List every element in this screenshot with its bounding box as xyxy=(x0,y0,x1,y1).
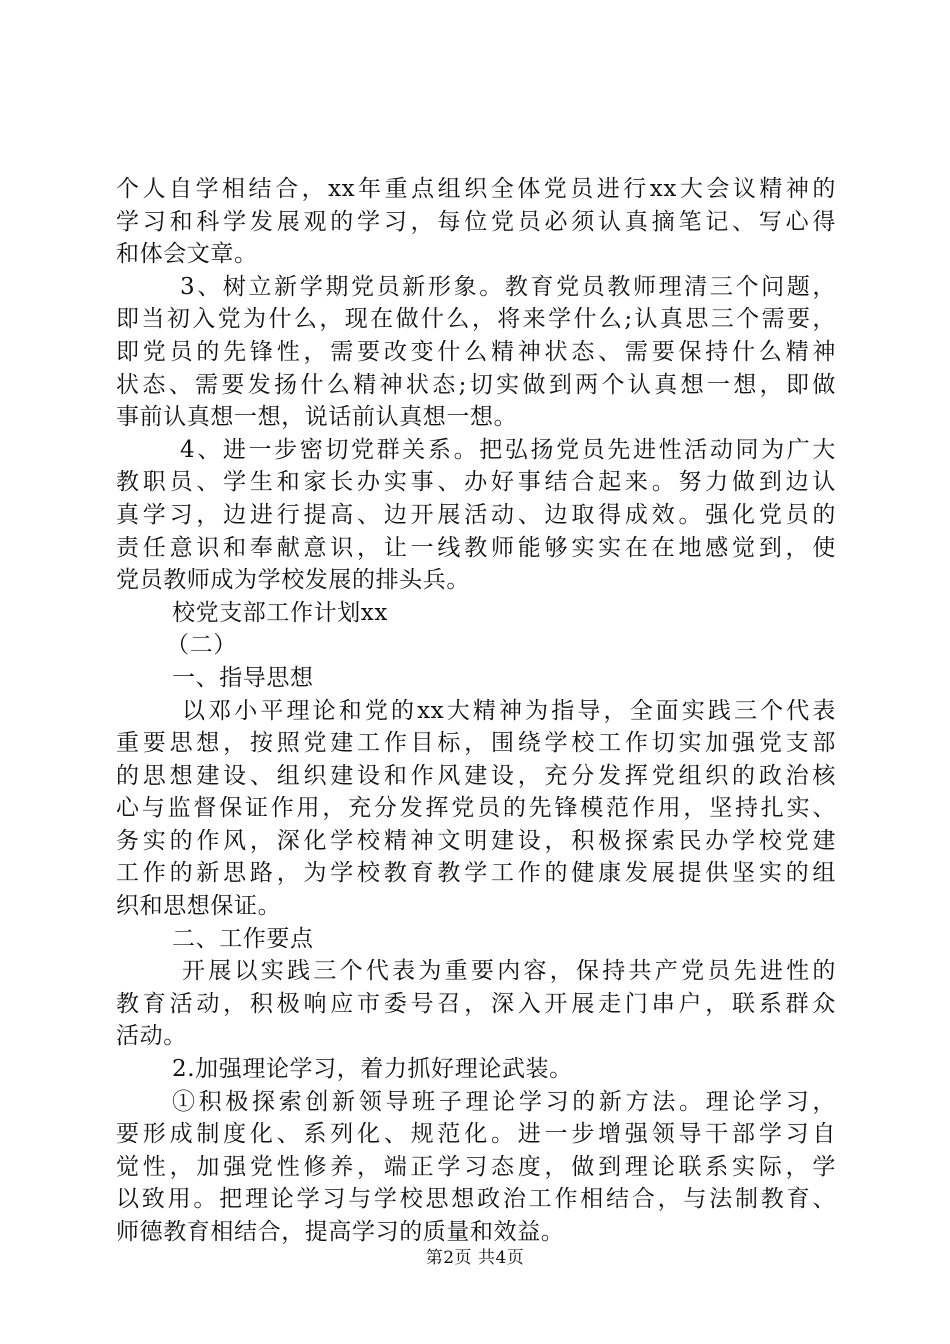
text-line: 教育活动，积极响应市委号召，深入开展走门串户，联系群众 xyxy=(116,990,836,1017)
text-line: 的思想建设、组织建设和作风建设，充分发挥党组织的政治核 xyxy=(116,762,836,789)
text-line: 4、进一步密切党群关系。把弘扬党员先进性活动同为广大 xyxy=(180,436,836,463)
text-line: 即当初入党为什么，现在做什么，将来学什么;认真思三个需要， xyxy=(116,306,836,333)
text-line: 以致用。把理论学习与学校思想政治工作相结合，与法制教育、 xyxy=(116,1186,836,1213)
text-line: 3、树立新学期党员新形象。教育党员教师理清三个问题， xyxy=(180,273,836,300)
text-line: 开展以实践三个代表为重要内容，保持共产党员先进性的 xyxy=(182,958,836,985)
text-line: 党员教师成为学校发展的排头兵。 xyxy=(116,567,470,594)
text-line: 教职员、学生和家长办实事、办好事结合起来。努力做到边认 xyxy=(116,469,836,496)
text-line: 真学习，边进行提高、边开展活动、边取得成效。强化党员的 xyxy=(116,501,836,528)
text-line: 务实的作风，深化学校精神文明建设，积极探索民办学校党建 xyxy=(116,827,836,854)
heading: 一、指导思想 xyxy=(172,664,314,691)
text-line: 责任意识和奉献意识，让一线教师能够实实在在地感觉到，使 xyxy=(116,534,836,561)
text-line: 即党员的先锋性，需要改变什么精神状态、需要保持什么精神 xyxy=(116,338,836,365)
text-line: 状态、需要发扬什么精神状态;切实做到两个认真想一想，即做 xyxy=(116,371,836,398)
text-line: 和体会文章。 xyxy=(116,241,258,268)
text-line: 织和思想保证。 xyxy=(116,893,282,920)
heading: 二、工作要点 xyxy=(172,925,314,952)
text-line: 事前认真想一想，说话前认真想一想。 xyxy=(116,404,518,431)
text-line: ①积极探索创新领导班子理论学习的新方法。理论学习， xyxy=(172,1088,836,1115)
text-line: 个人自学相结合，xx年重点组织全体党员进行xx大会议精神的 xyxy=(116,176,836,202)
section-subtitle: （二） xyxy=(166,632,237,659)
heading: 2.加强理论学习，着力抓好理论武装。 xyxy=(172,1056,573,1083)
text-line: 觉性，加强党性修养，端正学习态度，做到理论联系实际，学 xyxy=(116,1153,836,1180)
section-title: 校党支部工作计划xx xyxy=(172,599,388,626)
text-line: 重要思想，按照党建工作目标，围绕学校工作切实加强党支部 xyxy=(116,730,836,757)
text-line: 工作的新思路，为学校教育教学工作的健康发展提供坚实的组 xyxy=(116,860,836,887)
text-line: 活动。 xyxy=(116,1023,187,1050)
text-line: 以邓小平理论和党的xx大精神为指导，全面实践三个代表 xyxy=(182,697,836,724)
text-line: 学习和科学发展观的学习，每位党员必须认真摘笔记、写心得 xyxy=(116,208,836,235)
text-line: 要形成制度化、系列化、规范化。进一步增强领导干部学习自 xyxy=(116,1121,836,1148)
page-number: 第2页 共4页 xyxy=(425,1248,525,1268)
document-body xyxy=(116,173,836,1249)
text-line: 心与监督保证作用，充分发挥党员的先锋模范作用，坚持扎实、 xyxy=(116,795,836,822)
text-line: 师德教育相结合，提高学习的质量和效益。 xyxy=(116,1219,565,1245)
